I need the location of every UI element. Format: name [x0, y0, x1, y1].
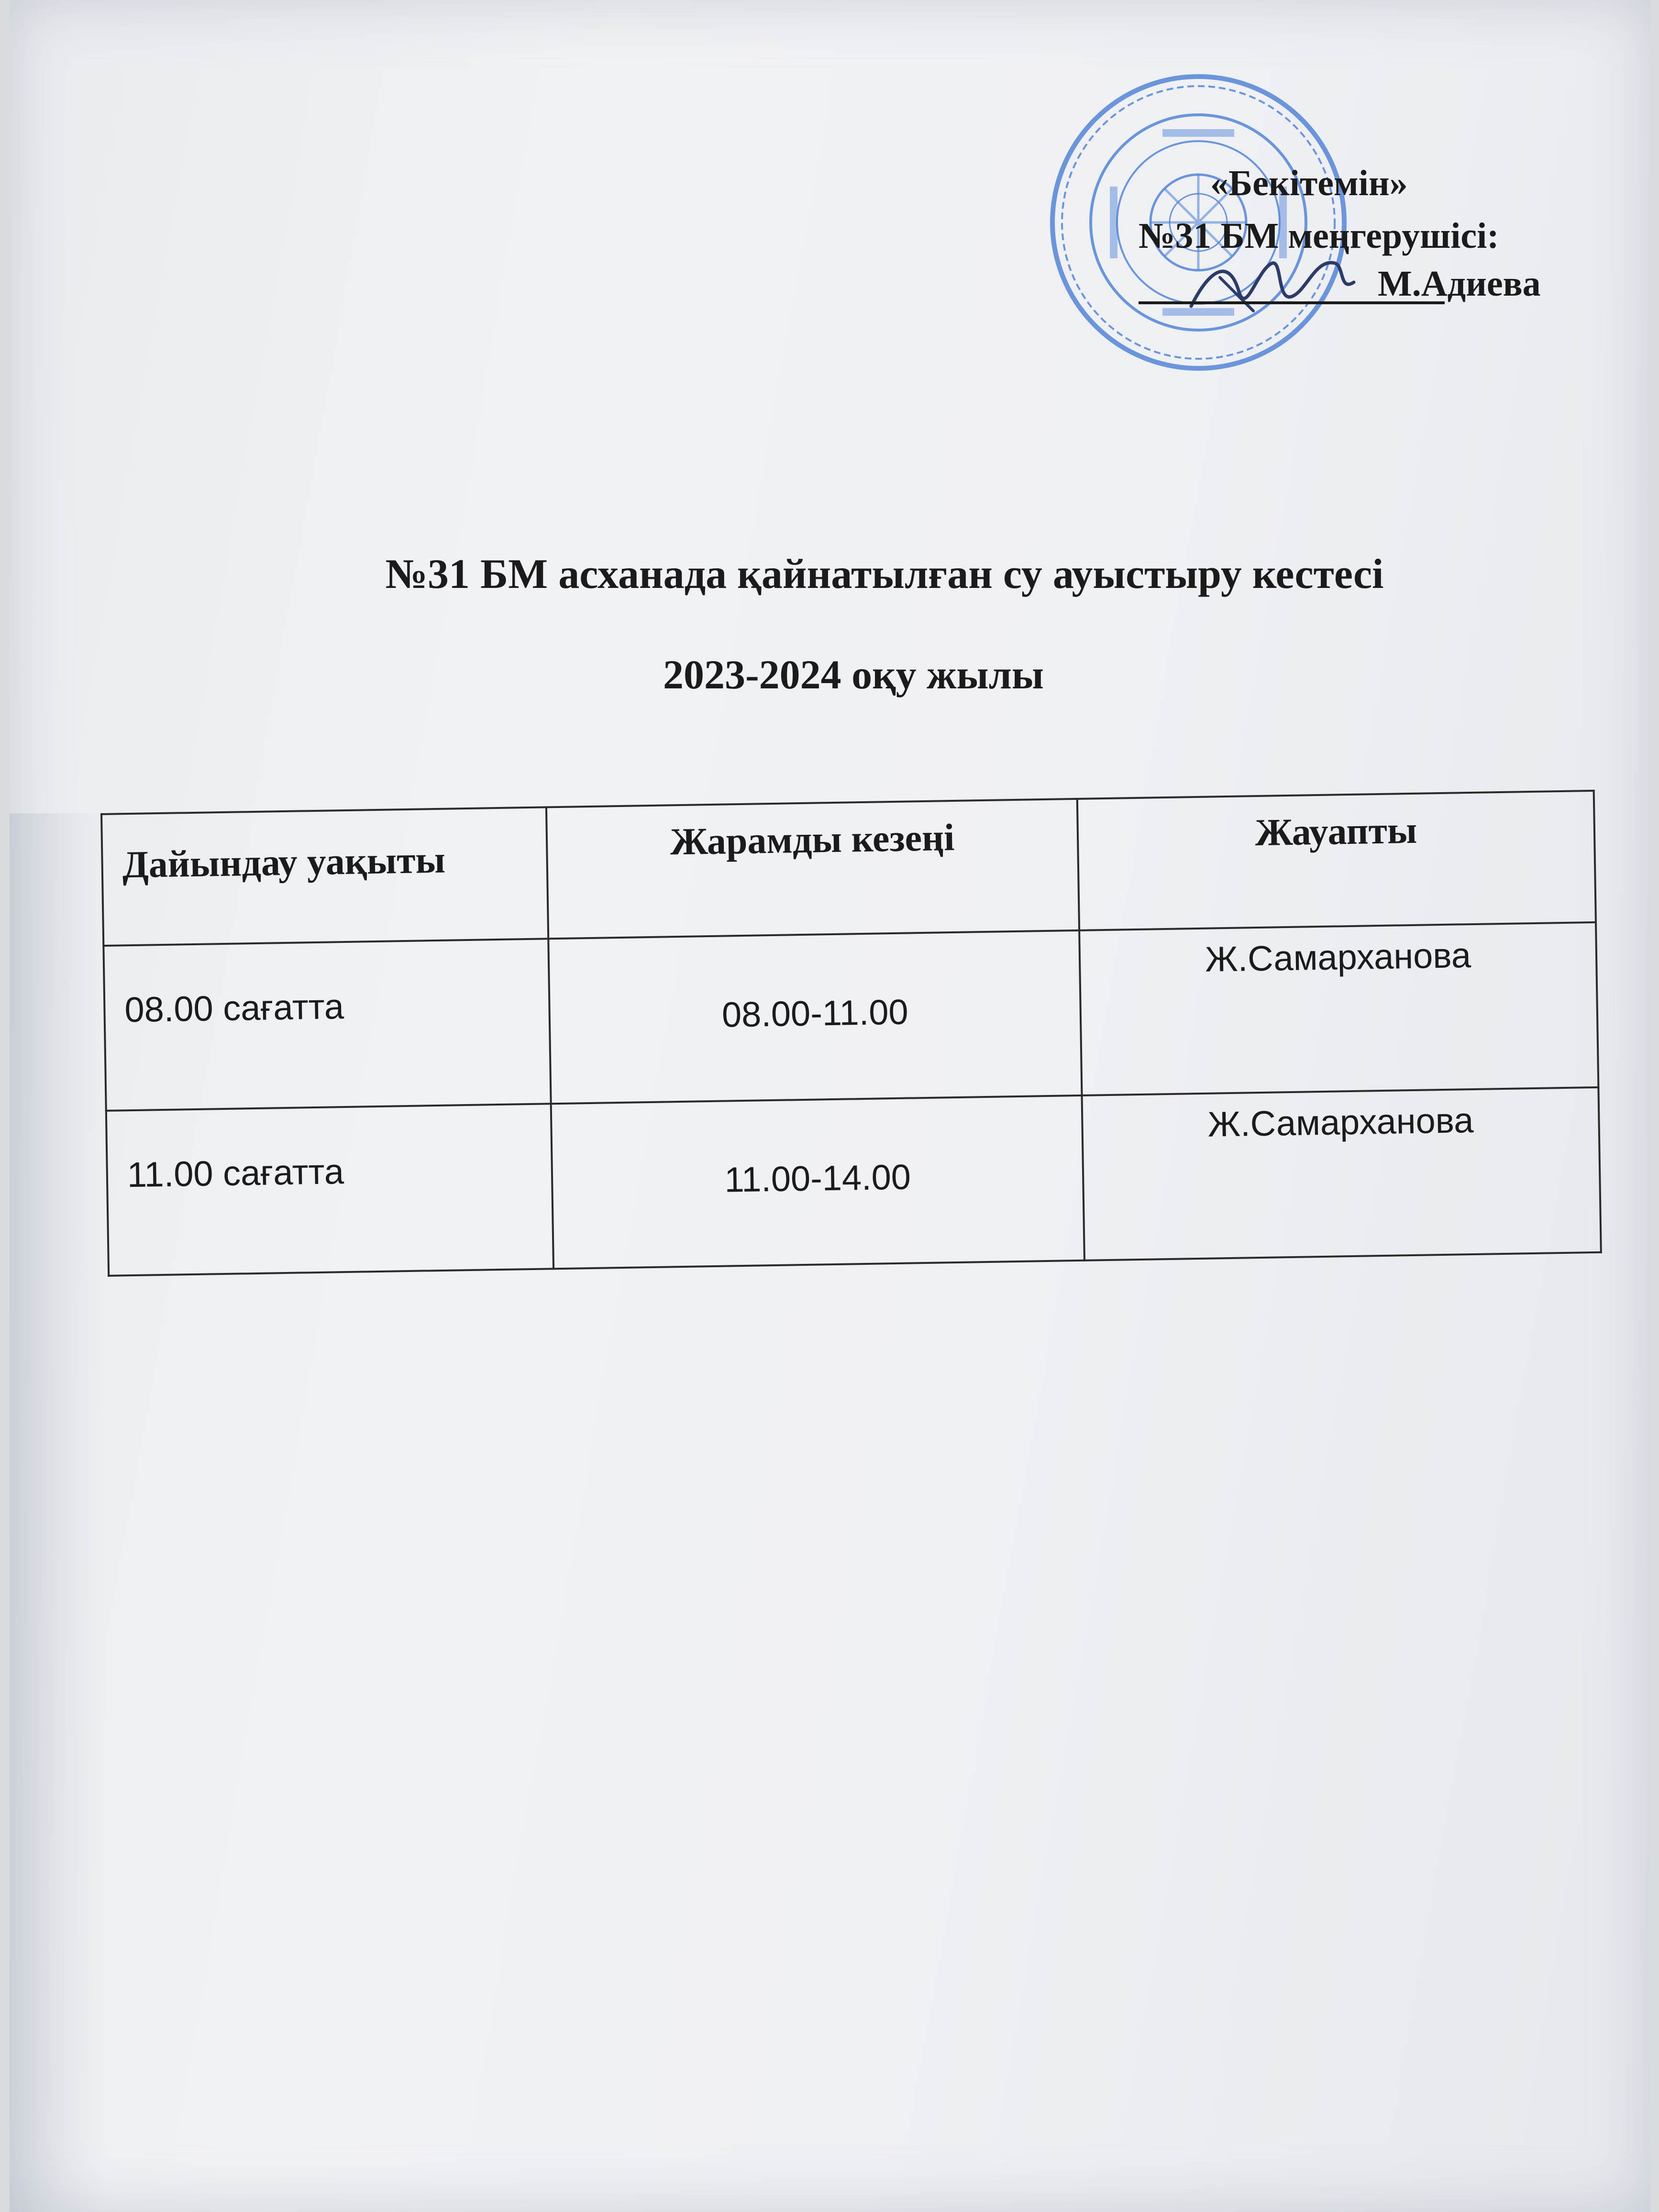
table-row [106, 1087, 1601, 1276]
header-responsible: Жауапты [1077, 791, 1596, 930]
approval-block [1048, 72, 1622, 383]
cell-responsible: Ж.Самарханова [1082, 1087, 1601, 1261]
cell-time: 08.00 сағатта [103, 939, 551, 1111]
header-valid-period: Жарамды кезеңі [546, 799, 1079, 939]
signature-icon [1182, 249, 1363, 321]
header-preparation-time: Дайындау уақыты [101, 807, 548, 946]
table-header-row [101, 791, 1596, 946]
cell-time: 11.00 сағатта [106, 1104, 553, 1276]
approval-title: «Бекітемін» [1210, 163, 1408, 203]
schedule-table [100, 790, 1602, 1277]
cell-period: 11.00-14.00 [551, 1095, 1084, 1269]
document-title: №31 БМ асханада қайнатылған су ауыстыру кестесі [385, 551, 1384, 597]
cell-responsible: Ж.Самарханова [1079, 922, 1598, 1095]
table-row [103, 922, 1598, 1111]
approval-name: М.Адиева [1378, 264, 1541, 304]
schedule-table-wrapper [100, 789, 1638, 1277]
approval-role: №31 БМ меңгерушісі: [1139, 216, 1499, 256]
paper-shadow [10, 813, 105, 2212]
document-subtitle: 2023-2024 оқу жылы [663, 652, 1044, 697]
cell-period: 08.00-11.00 [548, 930, 1082, 1104]
